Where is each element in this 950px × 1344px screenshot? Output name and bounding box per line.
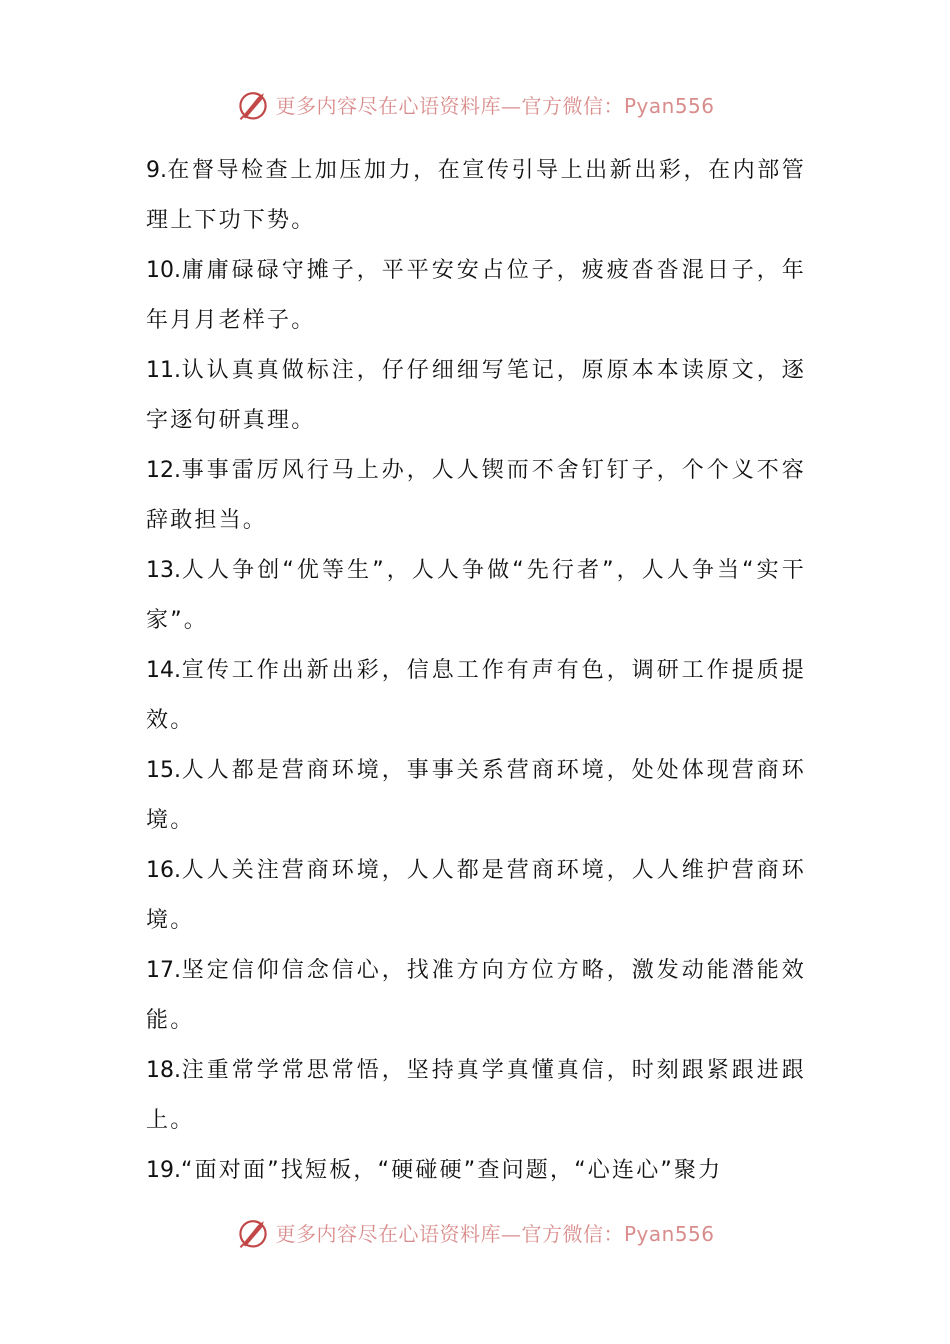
banner-text: 更多内容尽在心语资料库—官方微信：Pyan556 <box>275 93 715 118</box>
list-item: 12.事事雷厉风行马上办，人人锲而不舍钉钉子，个个义不容辞敢担当。 <box>146 458 806 533</box>
banner-text: 更多内容尽在心语资料库—官方微信：Pyan556 <box>275 1221 715 1246</box>
pen-nib-logo-icon <box>235 1214 271 1250</box>
list-item: 16.人人关注营商环境，人人都是营商环境，人人维护营商环境。 <box>146 858 806 933</box>
wechat-id: Pyan556 <box>623 93 715 118</box>
list-item: 10.庸庸碌碌守摊子，平平安安占位子，疲疲沓沓混日子，年年月月老样子。 <box>146 258 806 333</box>
list-item: 11.认认真真做标注，仔仔细细写笔记，原原本本读原文，逐字逐句研真理。 <box>146 358 806 433</box>
list-item: 17.坚定信仰信念信心，找准方向方位方略，激发动能潜能效能。 <box>146 958 806 1033</box>
header-banner <box>0 82 950 126</box>
list-item: 19.“面对面”找短板，“硬碰硬”查问题，“心连心”聚力 <box>146 1158 723 1183</box>
list-item: 9.在督导检查上加压加力，在宣传引导上出新出彩，在内部管理上下功下势。 <box>146 158 806 233</box>
list-item: 15.人人都是营商环境，事事关系营商环境，处处体现营商环境。 <box>146 758 806 833</box>
list-item: 14.宣传工作出新出彩，信息工作有声有色，调研工作提质提效。 <box>146 658 806 733</box>
pen-nib-logo-icon <box>235 86 271 122</box>
footer-banner <box>0 1210 950 1254</box>
list-item: 13.人人争创“优等生”，人人争做“先行者”，人人争当“实干家”。 <box>146 558 806 633</box>
document-body <box>146 146 806 1196</box>
wechat-id: Pyan556 <box>623 1221 715 1246</box>
list-item: 18.注重常学常思常悟，坚持真学真懂真信，时刻跟紧跟进跟上。 <box>146 1058 806 1133</box>
